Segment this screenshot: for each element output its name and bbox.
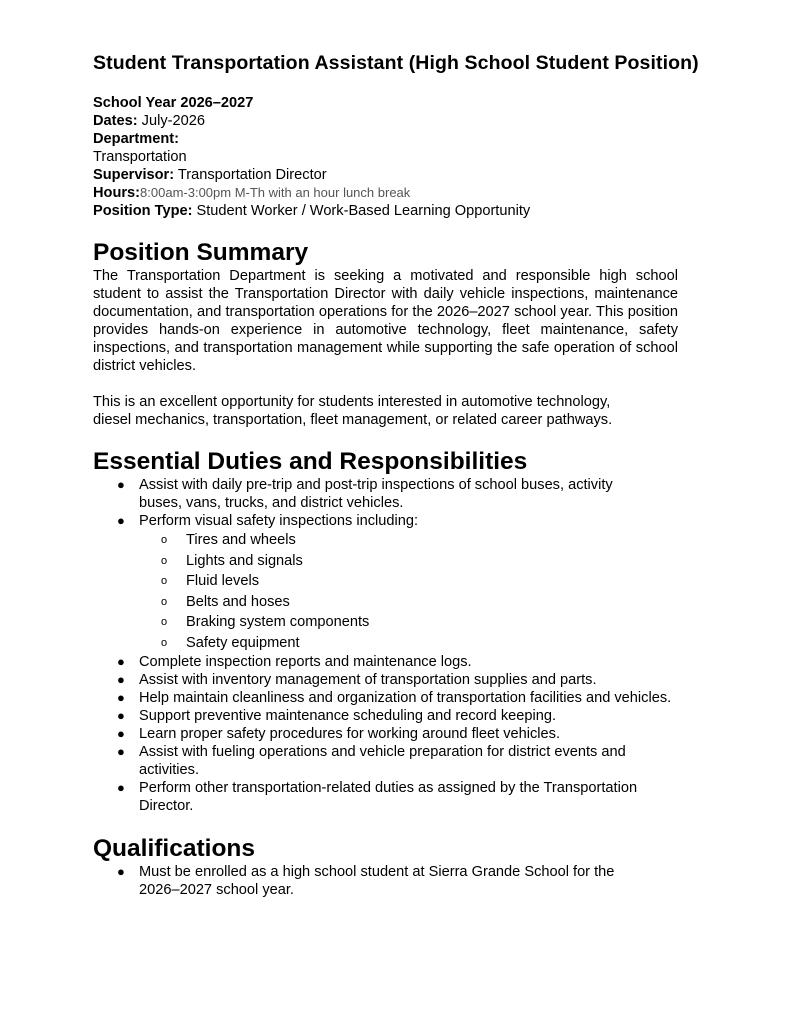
list-item <box>93 476 733 512</box>
bullet-icon: ● <box>117 744 125 759</box>
bullet-icon: ● <box>117 513 125 528</box>
sub-list-item-text: Braking system components <box>186 614 370 630</box>
bullet-icon: ● <box>117 690 125 705</box>
list-item-line: Assist with fueling operations and vehicle preparation for district events and <box>139 744 626 760</box>
list-item-line: buses, vans, trucks, and district vehicles. <box>139 495 404 511</box>
department-label: Department: <box>93 131 179 147</box>
hours-value: 8:00am-3:00pm M-Th with an hour lunch break <box>140 185 411 200</box>
duties-heading: Essential Duties and Responsibilities <box>93 448 528 475</box>
position-summary-paragraph: The Transportation Department is seeking a motivated and responsible high school student to assist the Transportation Director with daily vehicle inspections, maintenance documentation, and transportation operations for the 2026–2027 school year. This position provides hands-on experience in automotive technology, fleet maintenance, safety inspections, and transportation management while supporting the safe operation of school district vehicles. <box>93 268 678 374</box>
bullet-icon: ● <box>117 672 125 687</box>
list-item <box>93 725 733 743</box>
qualifications-heading: Qualifications <box>93 835 256 862</box>
list-item-line: Assist with inventory management of transportation supplies and parts. <box>139 672 597 688</box>
list-item-line: Support preventive maintenance scheduling and record keeping. <box>139 708 557 724</box>
sub-list-item-text: Safety equipment <box>186 634 300 651</box>
department-value-row <box>93 148 733 166</box>
list-item-line: Complete inspection reports and maintenance logs. <box>139 654 472 670</box>
sub-list-item <box>93 633 733 654</box>
list-item-line: Learn proper safety procedures for working around fleet vehicles. <box>139 726 561 742</box>
list-item-line: Director. <box>139 798 194 814</box>
dates-label: Dates: <box>93 113 138 129</box>
list-item-line: Perform visual safety inspections including: <box>139 513 419 529</box>
sub-list-item-text: Fluid levels <box>186 573 259 589</box>
sub-list-item-text: Lights and signals <box>186 552 303 569</box>
supervisor-label: Supervisor: <box>93 167 175 183</box>
department-row <box>93 130 733 148</box>
bullet-icon: ● <box>117 726 125 741</box>
bullet-icon: ● <box>117 477 125 492</box>
list-item <box>93 743 733 779</box>
circle-bullet-icon: o <box>161 534 168 546</box>
school-year-row <box>93 94 733 112</box>
circle-bullet-icon: o <box>161 636 168 649</box>
hours-row <box>93 184 733 202</box>
sub-list-item <box>93 612 733 633</box>
career-pathways-line: diesel mechanics, transportation, fleet management, or related career pathways. <box>93 412 613 428</box>
position-type-value: Student Worker / Work-Based Learning Opportunity <box>192 203 531 219</box>
circle-bullet-icon: o <box>161 595 168 608</box>
sub-list-item <box>93 530 733 551</box>
circle-bullet-icon: o <box>161 554 168 567</box>
list-item-line: Perform other transportation-related duties as assigned by the Transportation <box>139 780 638 796</box>
qualifications-list <box>93 863 733 899</box>
department-value: Transportation <box>93 149 187 165</box>
document-page <box>93 48 733 899</box>
dates-row <box>93 112 733 130</box>
sub-list-item-text: Tires and wheels <box>186 532 296 548</box>
sub-list-item-text: Belts and hoses <box>186 593 290 610</box>
career-pathways-line: This is an excellent opportunity for students interested in automotive technology, <box>93 394 611 410</box>
supervisor-row <box>93 166 733 184</box>
hours-label: Hours: <box>93 185 141 201</box>
list-item <box>93 671 733 689</box>
list-item <box>93 512 733 530</box>
duties-list <box>93 476 733 530</box>
career-pathways-paragraph <box>93 393 733 429</box>
circle-bullet-icon: o <box>161 616 168 628</box>
list-item <box>93 689 733 707</box>
list-item-line: Must be enrolled as a high school student at Sierra Grande School for the <box>139 864 615 880</box>
inspection-items-list <box>93 530 733 653</box>
position-type-label: Position Type: <box>93 203 193 219</box>
document-title: Student Transportation Assistant (High School Student Position) <box>93 52 699 74</box>
list-item <box>93 779 733 815</box>
bullet-icon: ● <box>117 864 125 879</box>
supervisor-value: Transportation Director <box>174 167 327 183</box>
bullet-icon: ● <box>117 654 125 669</box>
list-item-line: Assist with daily pre-trip and post-trip inspections of school buses, activity <box>139 477 613 493</box>
bullet-icon: ● <box>117 708 125 723</box>
sub-list-item <box>93 571 733 592</box>
list-item <box>93 863 733 899</box>
duties-list-continued <box>93 653 733 815</box>
bullet-icon: ● <box>117 780 125 795</box>
circle-bullet-icon: o <box>161 575 168 587</box>
position-summary-heading: Position Summary <box>93 239 309 266</box>
sub-list-item <box>93 551 733 572</box>
list-item-line: activities. <box>139 762 200 778</box>
sub-list-item <box>93 592 733 613</box>
job-details <box>93 94 733 220</box>
list-item <box>93 707 733 725</box>
dates-value: July-2026 <box>137 113 205 129</box>
list-item <box>93 653 733 671</box>
list-item-line: 2026–2027 school year. <box>139 882 294 898</box>
list-item-line: Help maintain cleanliness and organization of transportation facilities and vehicles. <box>139 690 672 706</box>
position-type-row <box>93 202 733 220</box>
school-year: School Year 2026–2027 <box>93 95 254 111</box>
